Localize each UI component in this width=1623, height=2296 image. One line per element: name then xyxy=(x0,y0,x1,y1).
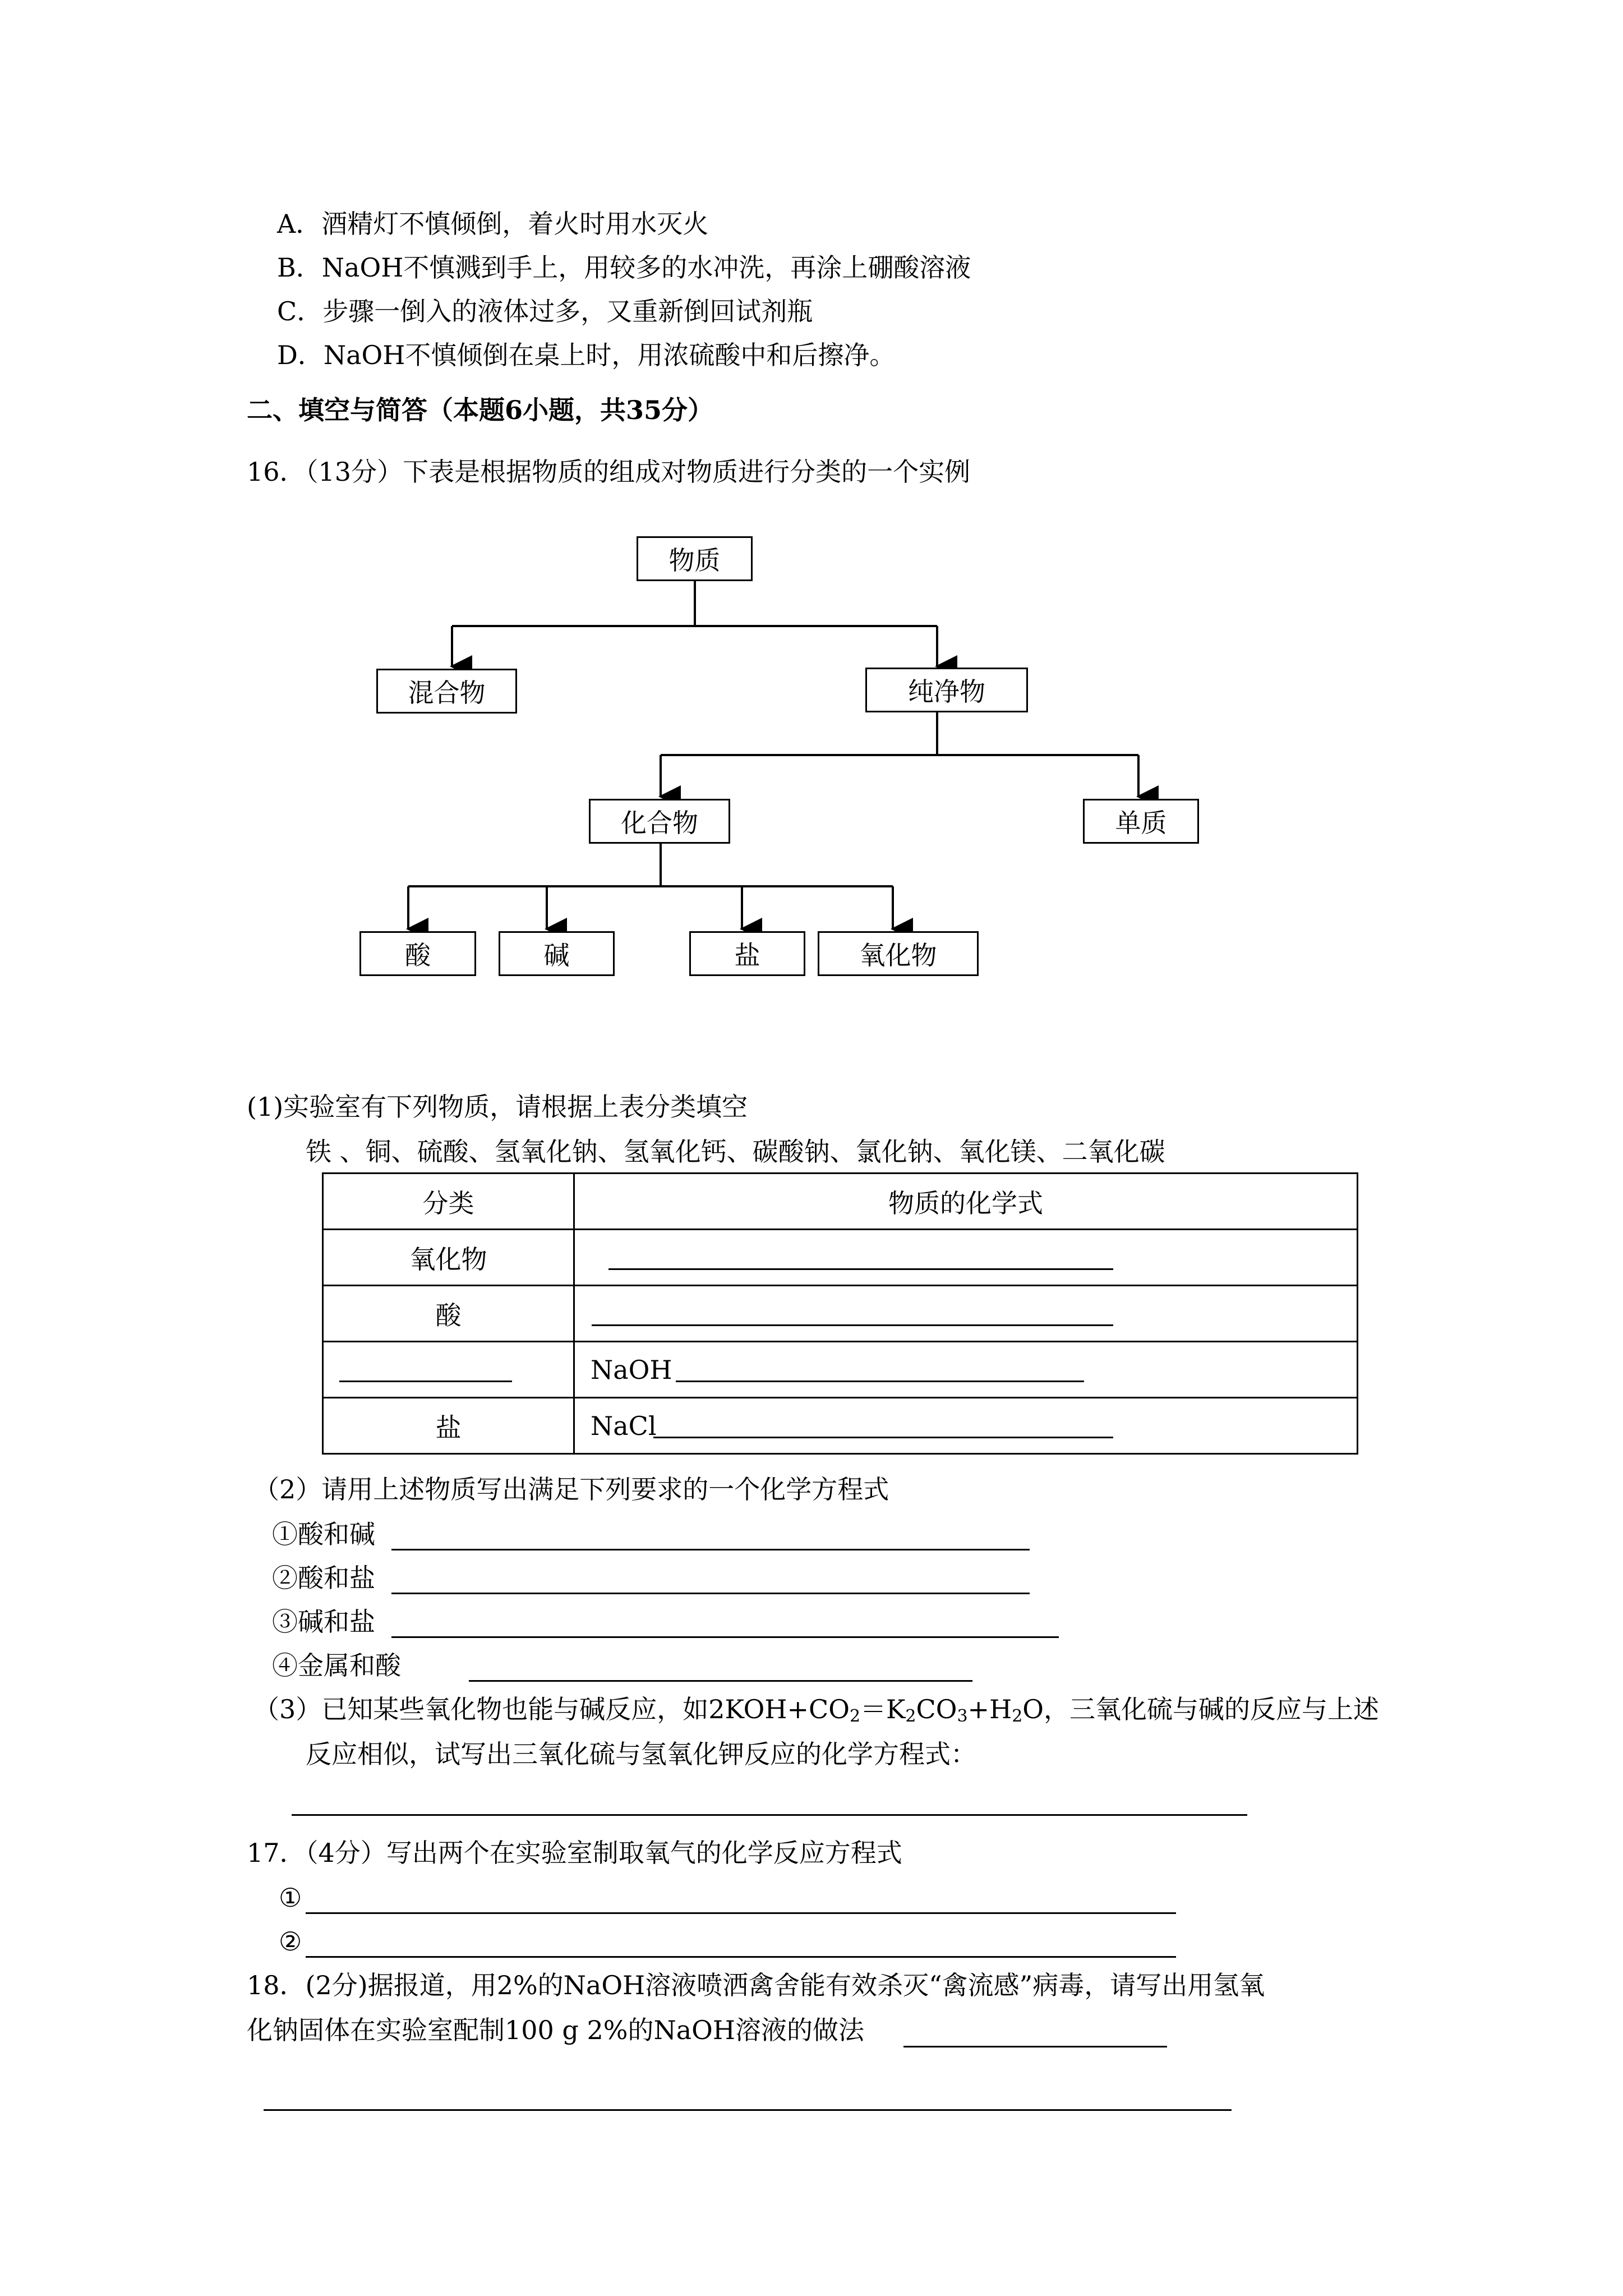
q16-item-2: ②酸和盐 xyxy=(272,1563,375,1593)
answer-blank[interactable] xyxy=(903,2046,1167,2047)
node-chunjingwu: 纯净物 xyxy=(865,668,1028,712)
option-c: C．步骤一倒入的液体过多，又重新倒回试剂瓶 xyxy=(277,296,813,326)
table-row-answer[interactable]: NaOH xyxy=(574,1342,1358,1398)
q16-part3-line2: 反应相似，试写出三氧化硫与氢氧化钾反应的化学方程式： xyxy=(306,1739,976,1769)
node-yanghuawu: 氧化物 xyxy=(818,931,979,976)
q16-stem: 16．（13分）下表是根据物质的组成对物质进行分类的一个实例 xyxy=(247,457,971,487)
table-row-answer[interactable]: NaCl xyxy=(574,1398,1358,1454)
q17-item-2: ② xyxy=(279,1926,302,1957)
table-row-category: 酸 xyxy=(323,1286,574,1342)
q17-item-1: ① xyxy=(279,1883,302,1913)
answer-blank[interactable] xyxy=(592,1324,1113,1326)
answer-blank[interactable] xyxy=(391,1593,1030,1594)
category-blank[interactable] xyxy=(339,1381,512,1382)
option-d: D．NaOH不慎倾倒在桌上时，用浓硫酸中和后擦净。 xyxy=(277,340,896,370)
node-hunhewu: 混合物 xyxy=(376,669,517,714)
node-yan: 盐 xyxy=(689,931,805,976)
table-header-category: 分类 xyxy=(323,1174,574,1230)
answer-blank[interactable] xyxy=(608,1268,1113,1270)
answer-blank[interactable] xyxy=(264,2109,1232,2111)
q18-line1: 18．(2分)据报道，用2%的NaOH溶液喷洒禽舍能有效杀灭“禽流感”病毒，请写出用氢氧 xyxy=(247,1970,1265,2000)
table-row-category: 氧化物 xyxy=(323,1230,574,1286)
classification-table xyxy=(322,1172,1358,1455)
q18-line2: 化钠固体在实验室配制100 g 2%的NaOH溶液的做法 xyxy=(247,2015,864,2045)
answer-blank[interactable] xyxy=(469,1680,972,1682)
q16-substance-list: 铁 、铜、硫酸、氢氧化钠、氢氧化钙、碳酸钠、氯化钠、氧化镁、二氧化碳 xyxy=(306,1137,1165,1167)
table-header-formula: 物质的化学式 xyxy=(574,1174,1358,1230)
answer-blank[interactable] xyxy=(292,1814,1247,1816)
q16-part2-intro: （2）请用上述物质写出满足下列要求的一个化学方程式 xyxy=(253,1474,889,1504)
table-row-category[interactable] xyxy=(323,1342,574,1398)
section-heading: 二、填空与简答（本题6小题，共35分） xyxy=(247,395,714,425)
answer-blank[interactable] xyxy=(306,1956,1176,1958)
table-row-answer[interactable] xyxy=(574,1286,1358,1342)
q17-stem: 17．（4分）写出两个在实验室制取氧气的化学反应方程式 xyxy=(247,1838,902,1868)
q16-part1-intro: (1)实验室有下列物质，请根据上表分类填空 xyxy=(247,1092,748,1122)
q16-item-3: ③碱和盐 xyxy=(272,1607,375,1637)
node-wuzhi: 物质 xyxy=(637,536,753,581)
node-danzhi: 单质 xyxy=(1083,799,1199,844)
table-row-category: 盐 xyxy=(323,1398,574,1454)
node-jian: 碱 xyxy=(499,931,615,976)
option-b: B．NaOH不慎溅到手上，用较多的水冲洗，再涂上硼酸溶液 xyxy=(277,252,971,283)
node-huahewu: 化合物 xyxy=(589,799,730,844)
q16-item-1: ①酸和碱 xyxy=(272,1519,375,1549)
answer-blank[interactable] xyxy=(306,1912,1176,1914)
answer-blank[interactable] xyxy=(653,1437,1113,1438)
answer-blank[interactable] xyxy=(391,1636,1059,1638)
node-suan: 酸 xyxy=(359,931,476,976)
answer-blank[interactable] xyxy=(391,1549,1030,1550)
option-a: A．酒精灯不慎倾倒，着火时用水灭火 xyxy=(277,209,709,239)
q16-part3-line1: （3）已知某些氧化物也能与碱反应，如$2KOH+CO_2=K_2CO_3+H_2O$，三氧化硫与碱的反应与上述 xyxy=(253,1694,1380,1726)
q16-item-4: ④金属和酸 xyxy=(272,1650,401,1681)
table-row-answer[interactable] xyxy=(574,1230,1358,1286)
answer-blank[interactable] xyxy=(676,1381,1084,1382)
